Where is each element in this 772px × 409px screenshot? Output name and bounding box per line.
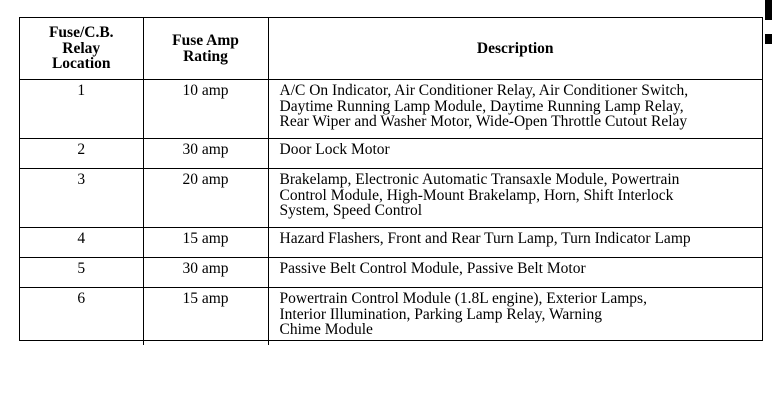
cell-rating: 20 amp <box>143 169 268 228</box>
table-row <box>20 80 762 139</box>
header-description: Description <box>268 18 762 80</box>
cell-description: Powertrain Control Module (1.8L engine), Exterior Lamps, Interior Illumination, Parking Lamp Relay, Warning Chime Module <box>268 288 762 346</box>
scan-edge-mark <box>765 34 772 44</box>
cell-rating: 10 amp <box>143 80 268 139</box>
cell-location: 4 <box>20 228 143 258</box>
cell-location: 2 <box>20 139 143 169</box>
table-row <box>20 288 762 346</box>
table-row <box>20 169 762 228</box>
fuse-table <box>20 18 762 345</box>
cell-description: Hazard Flashers, Front and Rear Turn Lamp, Turn Indicator Lamp <box>268 228 762 258</box>
table-header-row <box>20 18 762 80</box>
cell-description: A/C On Indicator, Air Conditioner Relay, Air Conditioner Switch, Daytime Running Lamp Module, Daytime Running Lamp Relay, Rear Wiper and Washer Motor, Wide-Open Throttle Cutout Relay <box>268 80 762 139</box>
cell-location: 1 <box>20 80 143 139</box>
header-location: Fuse/C.B. Relay Location <box>20 18 143 80</box>
cell-rating: 15 amp <box>143 288 268 346</box>
cell-location: 6 <box>20 288 143 346</box>
cell-description: Brakelamp, Electronic Automatic Transaxle Module, Powertrain Control Module, High-Mount Brakelamp, Horn, Shift Interlock System, Speed Control <box>268 169 762 228</box>
cell-description: Door Lock Motor <box>268 139 762 169</box>
scan-edge-mark <box>765 0 772 20</box>
header-rating: Fuse Amp Rating <box>143 18 268 80</box>
cell-rating: 30 amp <box>143 139 268 169</box>
cell-location: 5 <box>20 258 143 288</box>
table-row <box>20 258 762 288</box>
table-row <box>20 139 762 169</box>
table-row <box>20 228 762 258</box>
cell-rating: 15 amp <box>143 228 268 258</box>
cell-description: Passive Belt Control Module, Passive Belt Motor <box>268 258 762 288</box>
cell-location: 3 <box>20 169 143 228</box>
fuse-table-frame <box>19 17 763 341</box>
cell-rating: 30 amp <box>143 258 268 288</box>
